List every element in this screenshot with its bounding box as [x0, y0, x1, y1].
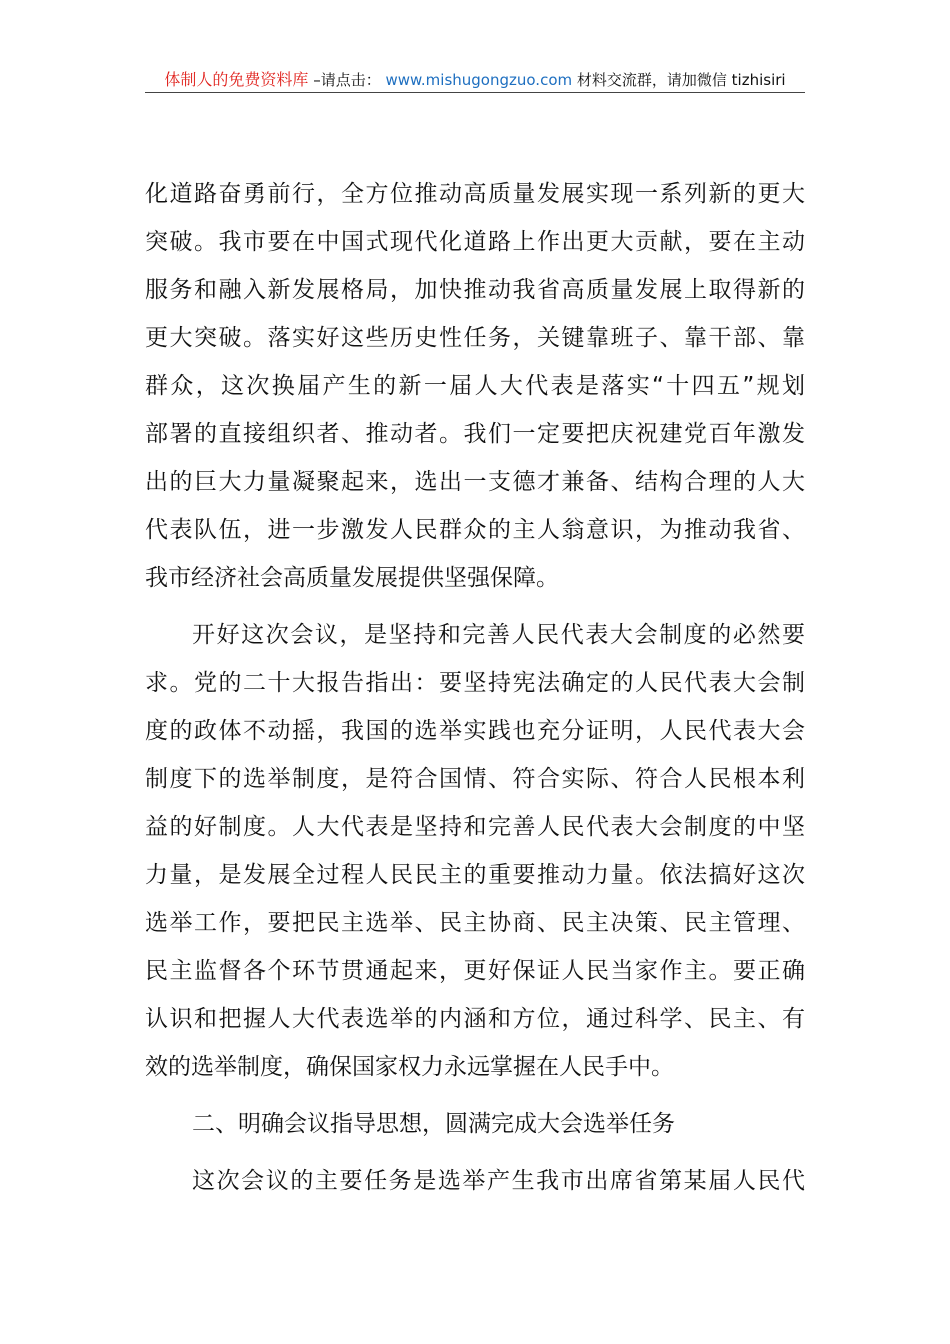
page-header	[145, 68, 805, 93]
header-prompt: –请点击：	[313, 71, 381, 89]
header-note: 材料交流群，请加微信 tizhisiri	[576, 71, 786, 89]
text-line: 部署的直接组织者、推动者。我们一定要把庆祝建党百年激发	[145, 421, 805, 447]
text-line: 民主监督各个环节贯通起来，更好保证人民当家作主。要正确	[145, 958, 805, 984]
paragraph	[145, 170, 805, 602]
document-body	[145, 170, 805, 1205]
text-line: 认识和把握人大代表选举的内涵和方位，通过科学、民主、有	[145, 1006, 805, 1032]
text-line: 出的巨大力量凝聚起来，选出一支德才兼备、结构合理的人大	[145, 469, 805, 495]
section-heading	[145, 1100, 805, 1148]
text-line: 这次会议的主要任务是选举产生我市出席省第某届人民代	[192, 1168, 805, 1194]
text-line: 突破。我市要在中国式现代化道路上作出更大贡献，要在主动	[145, 229, 805, 255]
text-line: 选举工作，要把民主选举、民主协商、民主决策、民主管理、	[145, 910, 805, 936]
text-line: 度的政体不动摇，我国的选举实践也充分证明，人民代表大会	[145, 718, 805, 744]
text-line: 代表队伍，进一步激发人民群众的主人翁意识，为推动我省、	[145, 517, 805, 543]
text-line: 益的好制度。人大代表是坚持和完善人民代表大会制度的中坚	[145, 814, 805, 840]
paragraph	[145, 1157, 805, 1205]
text-line: 力量，是发展全过程人民民主的重要推动力量。依法搞好这次	[145, 862, 805, 888]
text-line: 我市经济社会高质量发展提供坚强保障。	[145, 565, 559, 591]
header-brand: 体制人的免费资料库	[164, 70, 309, 89]
paragraph	[145, 611, 805, 1091]
text-line: 更大突破。落实好这些历史性任务，关键靠班子、靠干部、靠	[145, 325, 805, 351]
text-line: 服务和融入新发展格局，加快推动我省高质量发展上取得新的	[145, 277, 805, 303]
text-line: 求。党的二十大报告指出：要坚持宪法确定的人民代表大会制	[145, 670, 805, 696]
text-line: 开好这次会议，是坚持和完善人民代表大会制度的必然要	[192, 622, 805, 648]
text-line: 群众，这次换届产生的新一届人大代表是落实“十四五”规划	[145, 373, 805, 399]
text-line: 效的选举制度，确保国家权力永远掌握在人民手中。	[145, 1054, 674, 1080]
text-line: 制度下的选举制度，是符合国情、符合实际、符合人民根本利	[145, 766, 805, 792]
header-url-link[interactable]: www.mishugongzuo.com	[385, 71, 573, 89]
text-line: 二、明确会议指导思想，圆满完成大会选举任务	[192, 1111, 675, 1137]
text-line: 化道路奋勇前行，全方位推动高质量发展实现一系列新的更大	[145, 181, 805, 207]
